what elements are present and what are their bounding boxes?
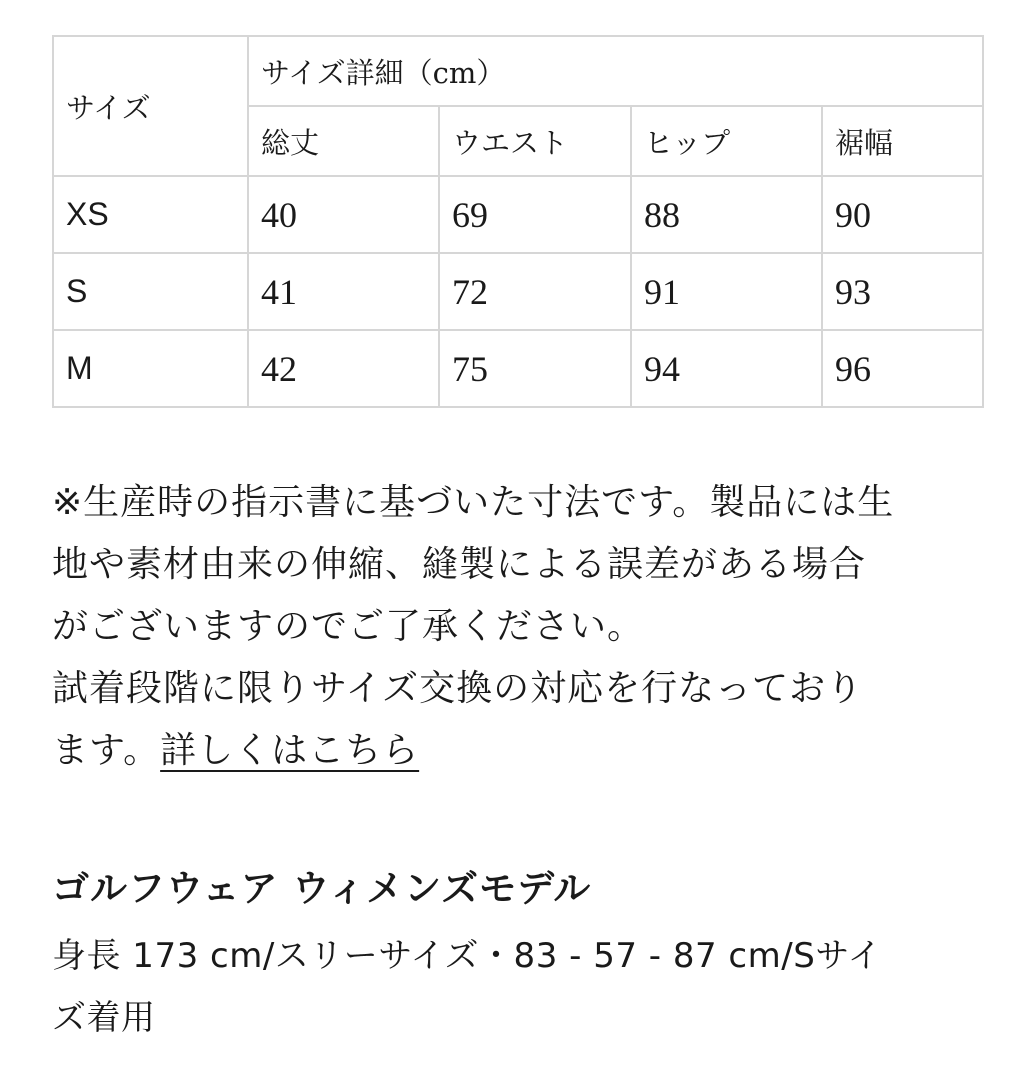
model-heading: ゴルフウェア ウィメンズモデル (52, 867, 592, 910)
model-description-line: ズ着用 (52, 998, 156, 1038)
table-cell: 41 (248, 253, 439, 330)
note-line-prefix: ます。 (52, 730, 161, 771)
size-table (52, 35, 984, 408)
table-row (53, 176, 983, 253)
note-line: がございますのでご了承ください。 (52, 606, 645, 647)
table-cell: 72 (439, 253, 631, 330)
table-row (53, 330, 983, 407)
column-header-waist: ウエスト (439, 106, 631, 176)
column-header-total-length: 総丈 (248, 106, 439, 176)
table-cell: 69 (439, 176, 631, 253)
model-description-line: 身長 173 cm/スリーサイズ・83 - 57 - 87 cm/Sサイ (52, 936, 882, 976)
model-description (52, 925, 992, 1049)
table-header-row (53, 36, 983, 106)
table-cell: 96 (822, 330, 983, 407)
column-header-hip: ヒップ (631, 106, 822, 176)
table-cell: 90 (822, 176, 983, 253)
note-line: 地や素材由来の伸縮、縫製による誤差がある場合 (52, 544, 867, 585)
table-cell: 42 (248, 330, 439, 407)
table-cell: 93 (822, 253, 983, 330)
size-column-header: サイズ (53, 36, 248, 176)
table-row (53, 253, 983, 330)
size-label: XS (53, 176, 248, 253)
table-cell: 94 (631, 330, 822, 407)
size-label: M (53, 330, 248, 407)
note-line: ※生産時の指示書に基づいた寸法です。製品には生 (52, 482, 895, 523)
note-line: 試着段階に限りサイズ交換の対応を行なっており (52, 668, 864, 709)
table-cell: 75 (439, 330, 631, 407)
column-header-hem-width: 裾幅 (822, 106, 983, 176)
size-label: S (53, 253, 248, 330)
details-link[interactable]: 詳しくはこちら (160, 730, 420, 771)
table-cell: 88 (631, 176, 822, 253)
measurement-note (52, 472, 1002, 782)
size-detail-header: サイズ詳細（cm） (248, 36, 983, 106)
table-cell: 40 (248, 176, 439, 253)
note-line (52, 720, 1002, 782)
table-cell: 91 (631, 253, 822, 330)
